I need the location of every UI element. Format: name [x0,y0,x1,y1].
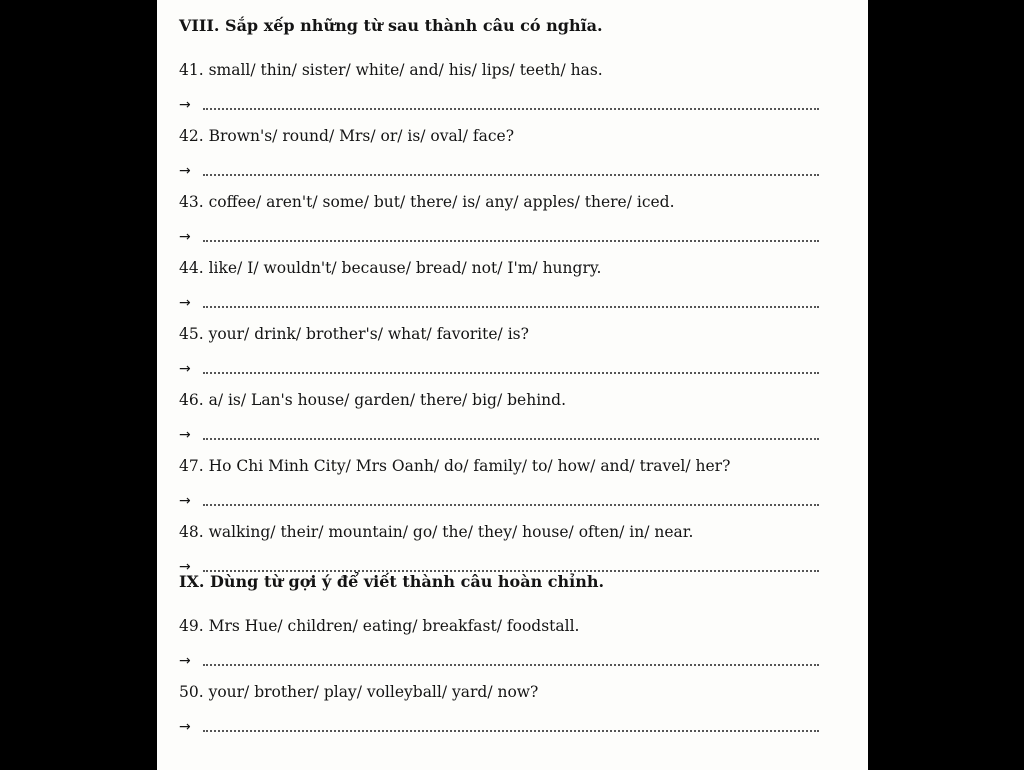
arrow-icon: → [179,427,191,443]
question-item-42 [179,104,849,179]
arrow-icon: → [179,97,191,113]
arrow-icon: → [179,229,191,245]
section-ix-heading: IX. Dùng từ gợi ý để viết thành câu hoàn chỉnh. [179,572,605,591]
question-text: 43. coffee/ aren't/ some/ but/ there/ is/ any/ apples/ there/ iced. [179,193,675,211]
worksheet-page [157,0,868,770]
arrow-icon: → [179,653,191,669]
arrow-icon: → [179,559,191,575]
worksheet-content [179,14,849,735]
question-item-44 [179,236,849,311]
question-item-47 [179,434,849,509]
question-text: 45. your/ drink/ brother's/ what/ favorite/ is? [179,325,529,343]
arrow-icon: → [179,163,191,179]
dotted-answer-field[interactable] [203,729,819,732]
question-text: 50. your/ brother/ play/ volleyball/ yard/ now? [179,683,539,701]
question-text: 46. a/ is/ Lan's house/ garden/ there/ big/ behind. [179,391,566,409]
question-item-48 [179,500,849,575]
dotted-answer-field[interactable] [203,569,819,572]
question-text: 42. Brown's/ round/ Mrs/ or/ is/ oval/ face? [179,127,515,145]
section-viii-heading: VIII. Sắp xếp những từ sau thành câu có nghĩa. [179,16,603,35]
question-item-45 [179,302,849,377]
question-text: 44. like/ I/ wouldn't/ because/ bread/ not/ I'm/ hungry. [179,259,602,277]
question-text: 47. Ho Chi Minh City/ Mrs Oanh/ do/ family/ to/ how/ and/ travel/ her? [179,457,731,475]
question-item-41 [179,38,849,113]
question-item-50 [179,660,849,735]
answer-line[interactable] [179,718,819,734]
question-item-49 [179,594,849,669]
answer-line[interactable] [179,558,819,574]
arrow-icon: → [179,361,191,377]
question-text: 41. small/ thin/ sister/ white/ and/ his/ lips/ teeth/ has. [179,61,603,79]
arrow-icon: → [179,493,191,509]
arrow-icon: → [179,719,191,735]
question-text: 48. walking/ their/ mountain/ go/ the/ they/ house/ often/ in/ near. [179,523,694,541]
question-item-43 [179,170,849,245]
arrow-icon: → [179,295,191,311]
question-item-46 [179,368,849,443]
question-text: 49. Mrs Hue/ children/ eating/ breakfast/ foodstall. [179,617,580,635]
